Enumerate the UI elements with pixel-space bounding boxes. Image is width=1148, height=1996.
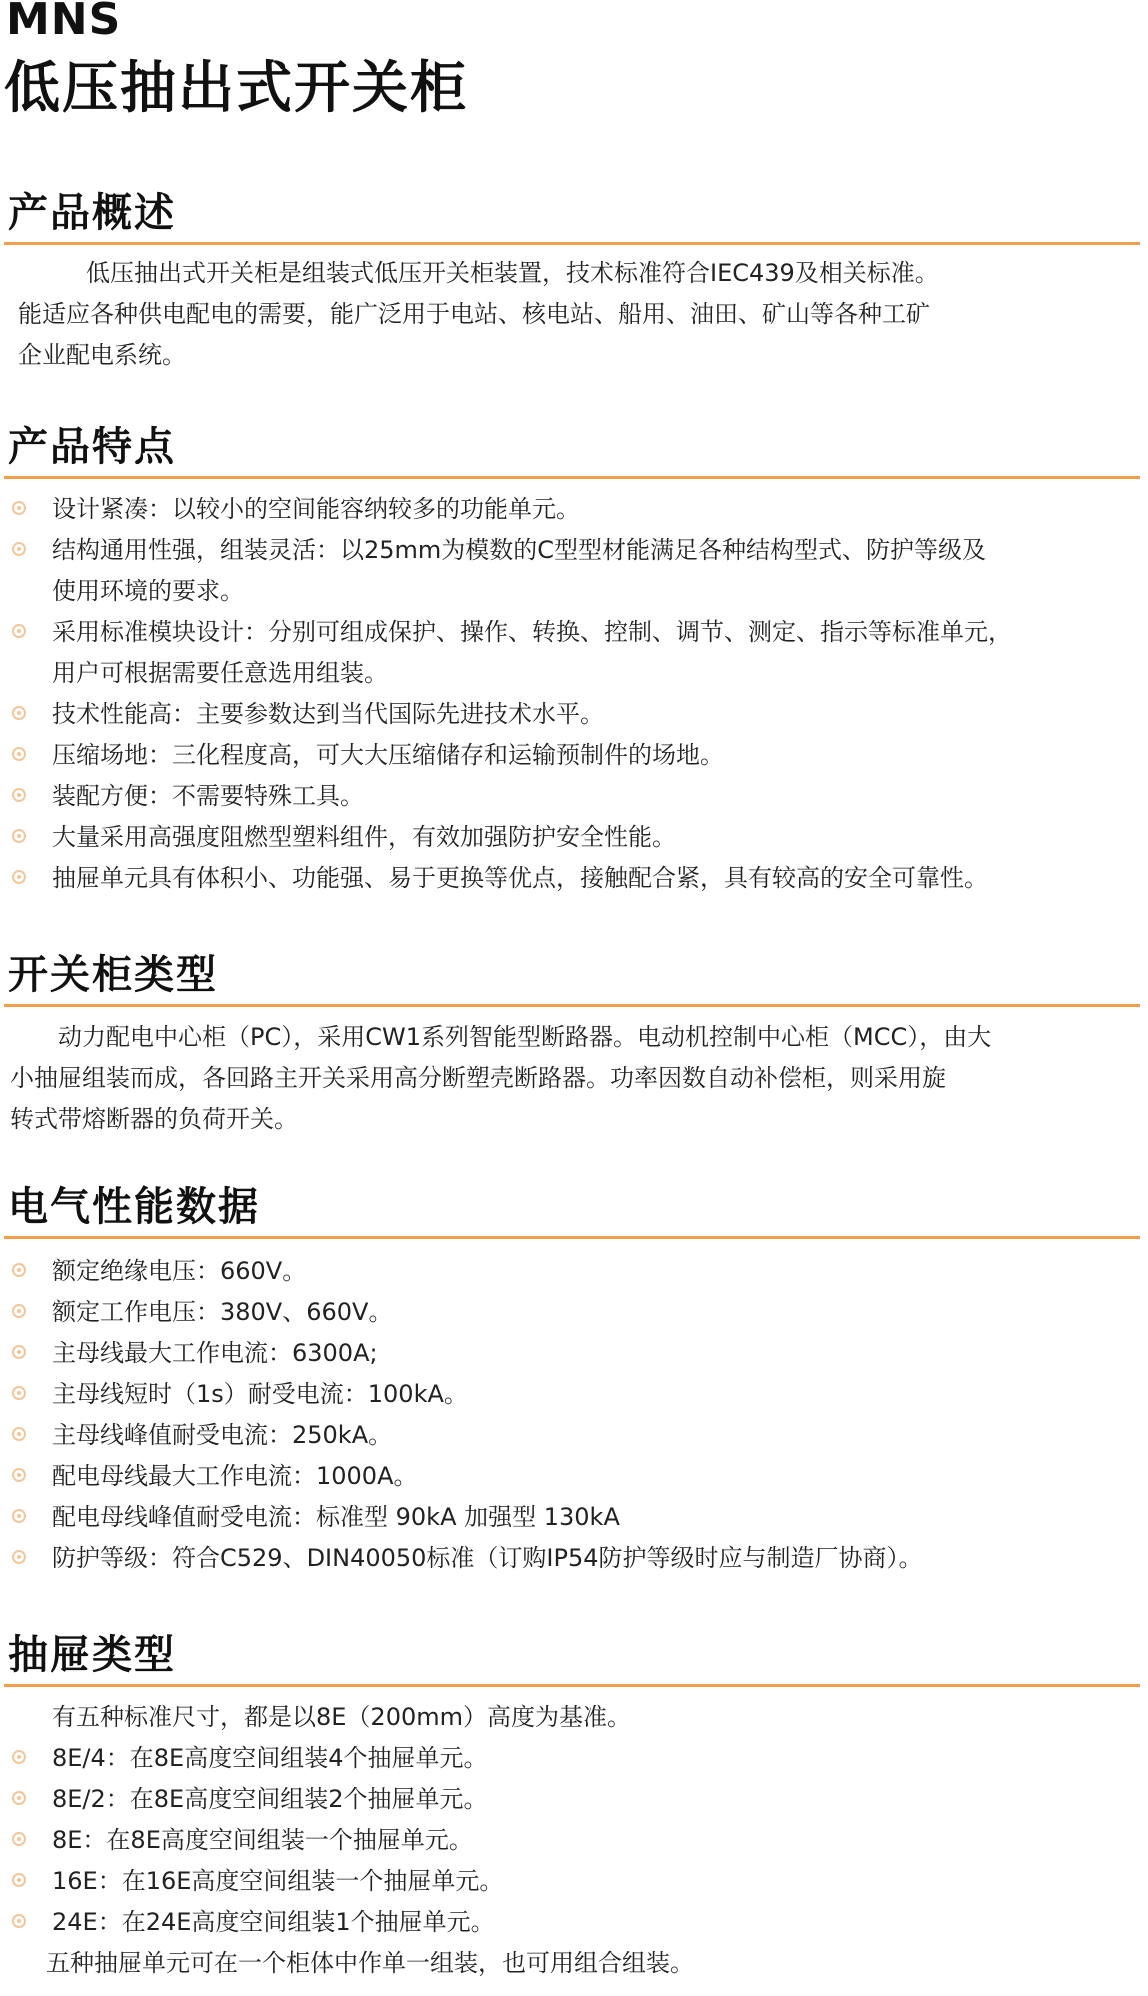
double-circle-bullet-icon (12, 1427, 26, 1441)
list-item: 8E：在8E高度空间组装一个抽屉单元。 (0, 1820, 1148, 1861)
section-divider (4, 1684, 1140, 1687)
section-overview (0, 186, 1148, 376)
double-circle-bullet-icon (12, 542, 26, 556)
paragraph-line: 小抽屉组装而成，各回路主开关采用高分断塑壳断路器。功率因数自动补偿柜，则采用旋 (10, 1064, 946, 1092)
section-drawer-types (0, 1628, 1148, 1984)
paragraph-line: 低压抽出式开关柜是组装式低压开关柜装置，技术标准符合IEC439及相关标准。 (86, 259, 939, 287)
list-item: 主母线短时（1s）耐受电流：100kA。 (0, 1374, 1148, 1415)
double-circle-bullet-icon (12, 1386, 26, 1400)
double-circle-bullet-icon (12, 747, 26, 761)
product-model: MNS (6, 0, 122, 45)
section-divider (4, 1004, 1140, 1007)
paragraph-line: 动力配电中心柜（PC），采用CW1系列智能型断路器。电动机控制中心柜（MCC），由大 (58, 1023, 992, 1051)
paragraph-line: 能适应各种供电配电的需要，能广泛用于电站、核电站、船用、油田、矿山等各种工矿 (18, 300, 930, 328)
list-item: 8E/2：在8E高度空间组装2个抽屉单元。 (0, 1779, 1148, 1820)
section-features (0, 420, 1148, 899)
list-item: 采用标准模块设计：分别可组成保护、操作、转换、控制、调节、测定、指示等标准单元， 用户可根据需要任意选用组装。 (0, 612, 1148, 694)
section-divider (4, 476, 1140, 479)
list-item: 防护等级：符合C529、DIN40050标准（订购IP54防护等级时应与制造厂协商）。 (0, 1538, 1148, 1579)
double-circle-bullet-icon (12, 1550, 26, 1564)
double-circle-bullet-icon (12, 1914, 26, 1928)
double-circle-bullet-icon (12, 1304, 26, 1318)
list-item: 设计紧凑：以较小的空间能容纳较多的功能单元。 (0, 489, 1148, 530)
section-title: 产品特点 (8, 424, 176, 470)
section-divider (4, 242, 1140, 245)
list-item: 结构通用性强，组装灵活：以25mm为模数的C型型材能满足各种结构型式、防护等级及 使用环境的要求。 (0, 530, 1148, 612)
electrical-list (0, 1251, 1148, 1579)
page-title: 低压抽出式开关柜 (4, 56, 468, 121)
double-circle-bullet-icon (12, 1750, 26, 1764)
list-item: 24E：在24E高度空间组装1个抽屉单元。 (0, 1902, 1148, 1943)
paragraph-line: 有五种标准尺寸，都是以8E（200mm）高度为基准。 (52, 1703, 631, 1731)
double-circle-bullet-icon (12, 1832, 26, 1846)
double-circle-bullet-icon (12, 870, 26, 884)
section-electrical (0, 1180, 1148, 1579)
paragraph-line: 转式带熔断器的负荷开关。 (10, 1105, 298, 1133)
section-title: 产品概述 (8, 190, 176, 236)
list-item: 额定工作电压：380V、660V。 (0, 1292, 1148, 1333)
section-divider (4, 1236, 1140, 1239)
list-item: 额定绝缘电压：660V。 (0, 1251, 1148, 1292)
double-circle-bullet-icon (12, 706, 26, 720)
list-item: 主母线峰值耐受电流：250kA。 (0, 1415, 1148, 1456)
list-item: 技术性能高：主要参数达到当代国际先进技术水平。 (0, 694, 1148, 735)
paragraph-line: 企业配电系统。 (18, 341, 186, 369)
double-circle-bullet-icon (12, 1873, 26, 1887)
drawer-list (0, 1738, 1148, 1943)
section-cabinet-types (0, 948, 1148, 1140)
section-title: 开关柜类型 (8, 952, 218, 998)
list-item: 大量采用高强度阻燃型塑料组件，有效加强防护安全性能。 (0, 817, 1148, 858)
double-circle-bullet-icon (12, 829, 26, 843)
list-item: 装配方便：不需要特殊工具。 (0, 776, 1148, 817)
double-circle-bullet-icon (12, 788, 26, 802)
list-item: 配电母线峰值耐受电流：标准型 90kA 加强型 130kA (0, 1497, 1148, 1538)
double-circle-bullet-icon (12, 501, 26, 515)
double-circle-bullet-icon (12, 1791, 26, 1805)
list-item: 抽屉单元具有体积小、功能强、易于更换等优点，接触配合紧，具有较高的安全可靠性。 (0, 858, 1148, 899)
list-item: 8E/4：在8E高度空间组装4个抽屉单元。 (0, 1738, 1148, 1779)
double-circle-bullet-icon (12, 1263, 26, 1277)
double-circle-bullet-icon (12, 1345, 26, 1359)
list-item: 配电母线最大工作电流：1000A。 (0, 1456, 1148, 1497)
list-item: 16E：在16E高度空间组装一个抽屉单元。 (0, 1861, 1148, 1902)
feature-list (0, 489, 1148, 899)
list-item: 主母线最大工作电流：6300A; (0, 1333, 1148, 1374)
double-circle-bullet-icon (12, 1509, 26, 1523)
list-item: 压缩场地：三化程度高，可大大压缩储存和运输预制件的场地。 (0, 735, 1148, 776)
paragraph-line: 五种抽屉单元可在一个柜体中作单一组装，也可用组合组装。 (46, 1949, 694, 1977)
double-circle-bullet-icon (12, 624, 26, 638)
section-title: 抽屉类型 (8, 1632, 176, 1678)
section-title: 电气性能数据 (8, 1184, 260, 1230)
double-circle-bullet-icon (12, 1468, 26, 1482)
